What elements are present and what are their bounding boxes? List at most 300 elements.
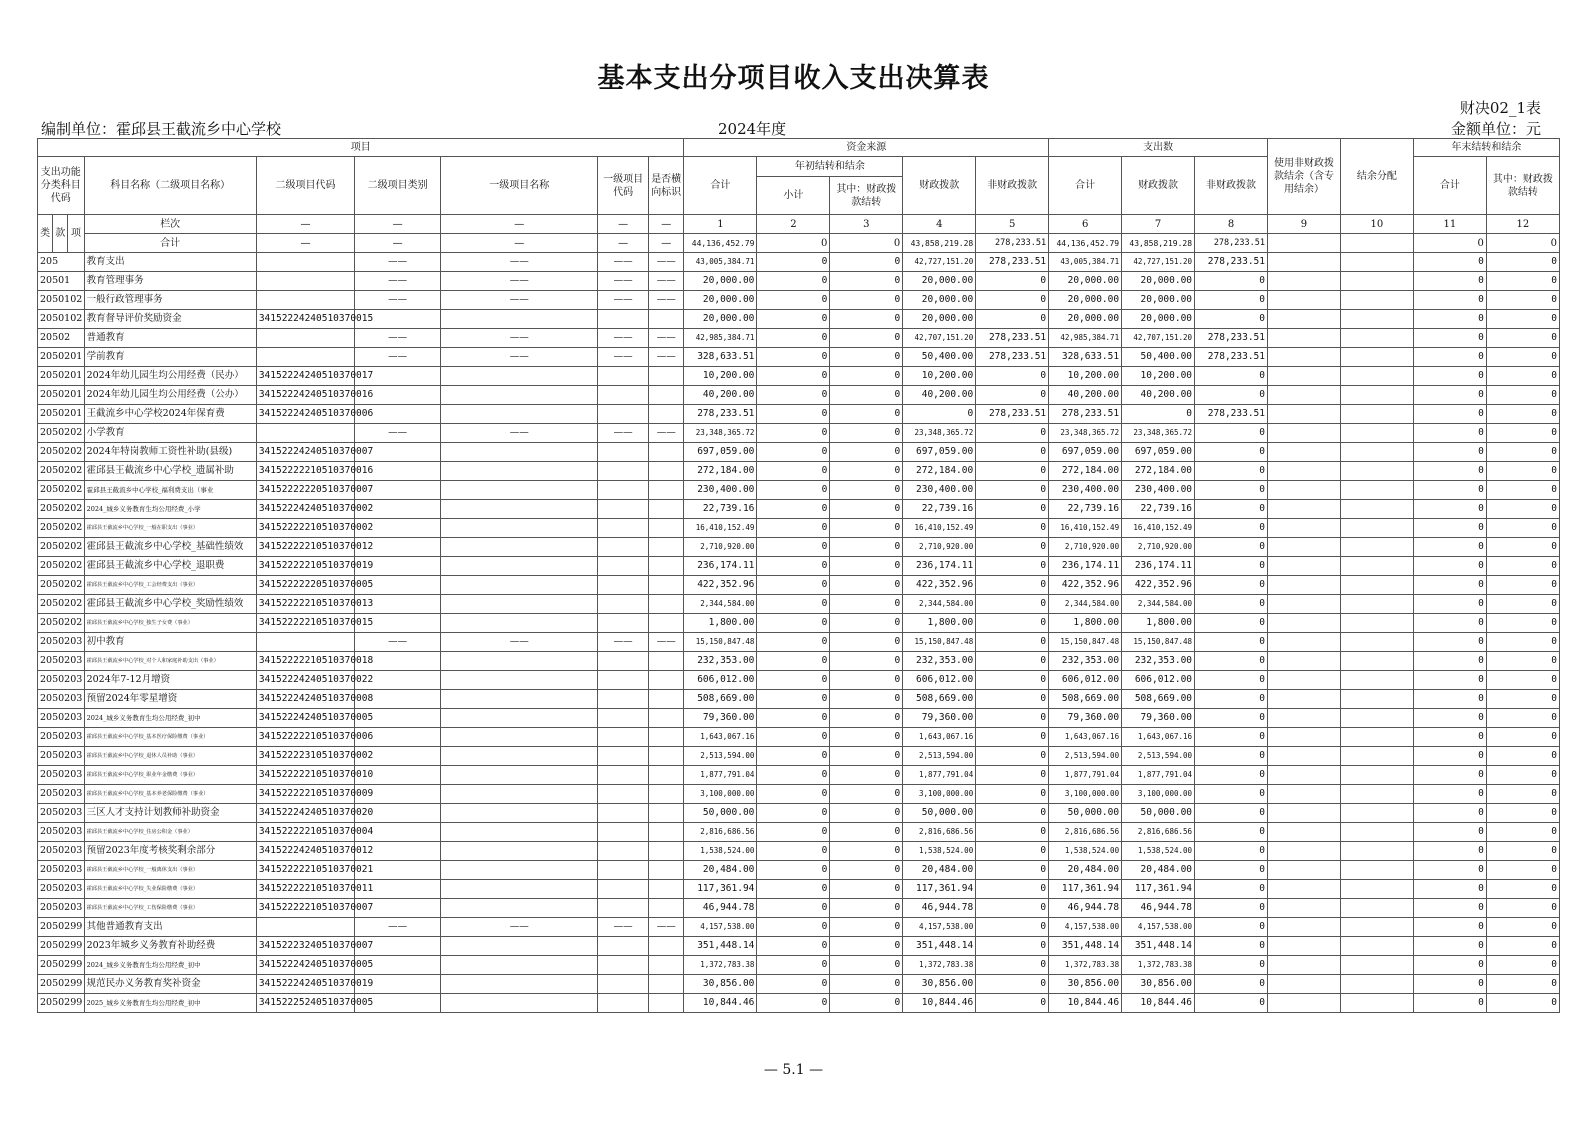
value-cell bbox=[1268, 747, 1341, 766]
value-cell: 0 bbox=[1413, 766, 1486, 785]
value-cell: 0 bbox=[1413, 804, 1486, 823]
value-cell bbox=[1340, 937, 1413, 956]
dash-cell: — bbox=[441, 215, 598, 234]
value-cell: 0 bbox=[1195, 785, 1268, 804]
value-cell: 23,348,365.72 bbox=[1049, 424, 1122, 443]
dash-cell: —— bbox=[441, 424, 598, 443]
func-code-cell: 2050203 bbox=[38, 861, 85, 880]
empty-cell bbox=[598, 519, 649, 538]
project-code-cell: 34152222210510370004 bbox=[256, 823, 354, 842]
value-cell: 0 bbox=[830, 956, 903, 975]
value-cell bbox=[1340, 538, 1413, 557]
report-year: 2024年度 bbox=[718, 120, 787, 138]
value-cell: 0 bbox=[976, 462, 1049, 481]
subject-name-cell: 预留2024年零星增资 bbox=[84, 690, 256, 709]
table-row bbox=[38, 690, 1560, 709]
dash-cell: —— bbox=[648, 633, 684, 652]
func-code-cell: 2050202 bbox=[38, 519, 85, 538]
value-cell: 1,643,067.16 bbox=[903, 728, 976, 747]
value-cell: 2,513,594.00 bbox=[1049, 747, 1122, 766]
value-cell: 328,633.51 bbox=[684, 348, 757, 367]
dash-cell: —— bbox=[598, 918, 649, 937]
subject-name-cell: 预留2023年度考核奖剩余部分 bbox=[84, 842, 256, 861]
value-cell: 0 bbox=[1413, 785, 1486, 804]
value-cell: 0 bbox=[1486, 595, 1559, 614]
empty-cell bbox=[441, 899, 598, 918]
value-cell: 0 bbox=[757, 633, 830, 652]
value-cell: 16,410,152.49 bbox=[684, 519, 757, 538]
value-cell: 3,100,000.00 bbox=[684, 785, 757, 804]
subject-name-cell: 2024年特岗教师工资性补助(县级) bbox=[84, 443, 256, 462]
value-cell: 278,233.51 bbox=[976, 253, 1049, 272]
value-cell bbox=[1340, 823, 1413, 842]
table-row bbox=[38, 367, 1560, 386]
value-cell: 0 bbox=[1195, 747, 1268, 766]
total-value: 0 bbox=[757, 234, 830, 253]
table-row bbox=[38, 329, 1560, 348]
empty-cell bbox=[598, 405, 649, 424]
value-cell: 422,352.96 bbox=[1049, 576, 1122, 595]
dash-cell: —— bbox=[598, 424, 649, 443]
value-cell: 0 bbox=[1413, 614, 1486, 633]
value-cell: 0 bbox=[1195, 842, 1268, 861]
table-row bbox=[38, 614, 1560, 633]
value-cell: 22,739.16 bbox=[1049, 500, 1122, 519]
value-cell: 2,513,594.00 bbox=[684, 747, 757, 766]
empty-cell bbox=[598, 804, 649, 823]
value-cell bbox=[1340, 899, 1413, 918]
value-cell bbox=[1268, 424, 1341, 443]
value-cell: 42,707,151.20 bbox=[903, 329, 976, 348]
value-cell: 0 bbox=[976, 994, 1049, 1013]
func-code-cell: 2050202 bbox=[38, 595, 85, 614]
value-cell: 0 bbox=[976, 937, 1049, 956]
value-cell: 50,000.00 bbox=[1122, 804, 1195, 823]
value-cell: 0 bbox=[1195, 614, 1268, 633]
func-code-cell: 2050102 bbox=[38, 310, 85, 329]
value-cell: 2,513,594.00 bbox=[903, 747, 976, 766]
value-cell bbox=[1268, 519, 1341, 538]
value-cell bbox=[1268, 785, 1341, 804]
value-cell: 232,353.00 bbox=[903, 652, 976, 671]
value-cell: 0 bbox=[1486, 481, 1559, 500]
value-cell: 351,448.14 bbox=[1122, 937, 1195, 956]
value-cell: 0 bbox=[1486, 994, 1559, 1013]
project-code-cell bbox=[256, 329, 354, 348]
table-row bbox=[38, 310, 1560, 329]
value-cell: 2,816,686.56 bbox=[903, 823, 976, 842]
value-cell: 15,150,847.48 bbox=[1122, 633, 1195, 652]
value-cell: 50,000.00 bbox=[1049, 804, 1122, 823]
empty-cell bbox=[648, 956, 684, 975]
func-code-cell: 2050203 bbox=[38, 880, 85, 899]
subject-name-cell: 霍邱县王截流乡中心学校_一般在职支出（事业） bbox=[84, 519, 256, 538]
dash-cell: —— bbox=[441, 633, 598, 652]
empty-cell bbox=[441, 880, 598, 899]
value-cell: 0 bbox=[830, 481, 903, 500]
value-cell: 0 bbox=[757, 519, 830, 538]
header-distribution: 结余分配 bbox=[1340, 139, 1413, 215]
value-cell: 0 bbox=[1486, 253, 1559, 272]
value-cell: 0 bbox=[1195, 880, 1268, 899]
func-code-cell: 2050202 bbox=[38, 481, 85, 500]
empty-cell bbox=[598, 595, 649, 614]
empty-cell bbox=[648, 842, 684, 861]
value-cell: 79,360.00 bbox=[684, 709, 757, 728]
value-cell: 0 bbox=[1486, 538, 1559, 557]
func-code-cell: 2050299 bbox=[38, 975, 85, 994]
dash-cell: —— bbox=[441, 272, 598, 291]
subject-name-cell: 学前教育 bbox=[84, 348, 256, 367]
value-cell: 40,200.00 bbox=[903, 386, 976, 405]
project-code-cell bbox=[256, 272, 354, 291]
value-cell: 0 bbox=[976, 272, 1049, 291]
value-cell: 508,669.00 bbox=[903, 690, 976, 709]
total-value: 0 bbox=[1413, 234, 1486, 253]
col-number: 6 bbox=[1049, 215, 1122, 234]
value-cell: 117,361.94 bbox=[684, 880, 757, 899]
empty-cell bbox=[648, 576, 684, 595]
value-cell: 606,012.00 bbox=[903, 671, 976, 690]
header-subtotal: 小计 bbox=[757, 177, 830, 215]
value-cell: 0 bbox=[976, 595, 1049, 614]
value-cell bbox=[1268, 956, 1341, 975]
value-cell: 328,633.51 bbox=[1049, 348, 1122, 367]
value-cell: 236,174.11 bbox=[1122, 557, 1195, 576]
value-cell: 278,233.51 bbox=[684, 405, 757, 424]
col-number: 12 bbox=[1486, 215, 1559, 234]
value-cell: 0 bbox=[1486, 880, 1559, 899]
empty-cell bbox=[598, 728, 649, 747]
total-value: 44,136,452.79 bbox=[1049, 234, 1122, 253]
value-cell: 0 bbox=[976, 538, 1049, 557]
dash-cell: —— bbox=[648, 424, 684, 443]
value-cell bbox=[1340, 804, 1413, 823]
value-cell bbox=[1340, 424, 1413, 443]
header-func-code: 支出功能分类科目代码 bbox=[38, 157, 85, 215]
value-cell: 0 bbox=[1486, 652, 1559, 671]
value-cell: 0 bbox=[1486, 747, 1559, 766]
value-cell: 0 bbox=[830, 462, 903, 481]
value-cell: 0 bbox=[976, 614, 1049, 633]
empty-cell bbox=[598, 386, 649, 405]
subject-name-cell: 2024年幼儿园生均公用经费（公办） bbox=[84, 386, 256, 405]
dash-cell: —— bbox=[355, 424, 441, 443]
value-cell: 0 bbox=[976, 785, 1049, 804]
empty-cell bbox=[648, 500, 684, 519]
table-row bbox=[38, 291, 1560, 310]
value-cell bbox=[1340, 633, 1413, 652]
empty-cell bbox=[441, 766, 598, 785]
value-cell: 1,877,791.04 bbox=[903, 766, 976, 785]
empty-cell bbox=[441, 443, 598, 462]
value-cell bbox=[1340, 329, 1413, 348]
value-cell: 79,360.00 bbox=[1122, 709, 1195, 728]
project-code-cell: 34152222220510370007 bbox=[256, 481, 354, 500]
value-cell: 40,200.00 bbox=[684, 386, 757, 405]
value-cell bbox=[1268, 538, 1341, 557]
value-cell: 79,360.00 bbox=[903, 709, 976, 728]
empty-cell bbox=[441, 937, 598, 956]
value-cell: 0 bbox=[1413, 842, 1486, 861]
value-cell bbox=[1268, 690, 1341, 709]
value-cell bbox=[1340, 671, 1413, 690]
value-cell bbox=[1268, 291, 1341, 310]
empty-cell bbox=[648, 937, 684, 956]
total-value: 43,858,219.28 bbox=[1122, 234, 1195, 253]
subject-name-cell: 霍邱县王截流乡中心学校_基础性绩效 bbox=[84, 538, 256, 557]
total-value: 43,858,219.28 bbox=[903, 234, 976, 253]
empty-cell bbox=[441, 481, 598, 500]
value-cell: 20,000.00 bbox=[1049, 272, 1122, 291]
value-cell bbox=[1340, 785, 1413, 804]
value-cell bbox=[1268, 310, 1341, 329]
value-cell: 43,005,384.71 bbox=[1049, 253, 1122, 272]
value-cell: 230,400.00 bbox=[1049, 481, 1122, 500]
value-cell: 0 bbox=[1486, 329, 1559, 348]
project-code-cell bbox=[256, 253, 354, 272]
table-row bbox=[38, 842, 1560, 861]
empty-cell bbox=[441, 842, 598, 861]
value-cell: 20,000.00 bbox=[1049, 310, 1122, 329]
project-code-cell: 34152222210510370013 bbox=[256, 595, 354, 614]
subject-name-cell: 2023年城乡义务教育补助经费 bbox=[84, 937, 256, 956]
value-cell: 0 bbox=[976, 823, 1049, 842]
value-cell: 0 bbox=[1413, 519, 1486, 538]
col-number: 9 bbox=[1268, 215, 1341, 234]
value-cell: 0 bbox=[1486, 861, 1559, 880]
empty-cell bbox=[598, 557, 649, 576]
project-code-cell: 34152224240510370022 bbox=[256, 671, 354, 690]
value-cell: 10,200.00 bbox=[903, 367, 976, 386]
empty-cell bbox=[441, 462, 598, 481]
value-cell: 20,000.00 bbox=[1122, 291, 1195, 310]
empty-cell bbox=[441, 310, 598, 329]
value-cell: 278,233.51 bbox=[1195, 405, 1268, 424]
dash-cell: —— bbox=[598, 633, 649, 652]
dash-cell: —— bbox=[441, 253, 598, 272]
value-cell bbox=[1268, 443, 1341, 462]
page-number: — 5.1 — bbox=[763, 1062, 824, 1078]
value-cell: 278,233.51 bbox=[1195, 348, 1268, 367]
dash-cell: — bbox=[256, 215, 354, 234]
func-code-cell: 2050299 bbox=[38, 918, 85, 937]
value-cell: 0 bbox=[976, 519, 1049, 538]
value-cell: 0 bbox=[830, 310, 903, 329]
value-cell bbox=[1268, 880, 1341, 899]
func-code-cell: 2050201 bbox=[38, 367, 85, 386]
empty-cell bbox=[441, 538, 598, 557]
value-cell: 20,000.00 bbox=[684, 272, 757, 291]
value-cell: 0 bbox=[976, 918, 1049, 937]
table-row bbox=[38, 500, 1560, 519]
total-value: 0 bbox=[830, 234, 903, 253]
table-row bbox=[38, 880, 1560, 899]
func-code-cell: 2050202 bbox=[38, 538, 85, 557]
func-code-cell: 20501 bbox=[38, 272, 85, 291]
value-cell bbox=[1340, 595, 1413, 614]
value-cell: 606,012.00 bbox=[1049, 671, 1122, 690]
empty-cell bbox=[598, 956, 649, 975]
value-cell: 2,344,584.00 bbox=[1049, 595, 1122, 614]
project-code-cell: 34152222210510370012 bbox=[256, 538, 354, 557]
header-l2-code: 二级项目代码 bbox=[256, 157, 354, 215]
table-row bbox=[38, 956, 1560, 975]
value-cell: 0 bbox=[1195, 557, 1268, 576]
table-body bbox=[38, 253, 1560, 1013]
header-fiscal-carry: 其中：财政拨款结转 bbox=[830, 177, 903, 215]
column-label: 栏次 bbox=[84, 215, 256, 234]
empty-cell bbox=[441, 576, 598, 595]
value-cell: 4,157,538.00 bbox=[903, 918, 976, 937]
value-cell: 2,710,920.00 bbox=[903, 538, 976, 557]
value-cell: 42,707,151.20 bbox=[1122, 329, 1195, 348]
value-cell: 0 bbox=[1413, 253, 1486, 272]
table-row bbox=[38, 918, 1560, 937]
value-cell: 0 bbox=[1195, 538, 1268, 557]
empty-cell bbox=[441, 519, 598, 538]
value-cell: 0 bbox=[1195, 310, 1268, 329]
value-cell: 0 bbox=[1413, 291, 1486, 310]
value-cell: 3,100,000.00 bbox=[1122, 785, 1195, 804]
subject-name-cell: 教育支出 bbox=[84, 253, 256, 272]
empty-cell bbox=[598, 443, 649, 462]
project-code-cell: 34152222220510370005 bbox=[256, 576, 354, 595]
value-cell: 0 bbox=[1486, 576, 1559, 595]
value-cell bbox=[1268, 253, 1341, 272]
subject-name-cell: 一般行政管理事务 bbox=[84, 291, 256, 310]
dash-cell: —— bbox=[441, 918, 598, 937]
func-code-cell: 2050203 bbox=[38, 633, 85, 652]
func-code-cell: 2050202 bbox=[38, 576, 85, 595]
project-code-cell bbox=[256, 918, 354, 937]
value-cell: 0 bbox=[1195, 652, 1268, 671]
value-cell: 0 bbox=[830, 386, 903, 405]
empty-cell bbox=[648, 386, 684, 405]
value-cell: 0 bbox=[830, 975, 903, 994]
subject-name-cell: 霍邱县王截流乡中心学校_一般离休支出（事业） bbox=[84, 861, 256, 880]
value-cell: 0 bbox=[1195, 481, 1268, 500]
subject-name-cell: 霍邱县王截流乡中心学校_福利费支出（事业 bbox=[84, 481, 256, 500]
dash-cell: — bbox=[441, 234, 598, 253]
value-cell: 0 bbox=[976, 766, 1049, 785]
value-cell bbox=[1268, 405, 1341, 424]
empty-cell bbox=[598, 747, 649, 766]
value-cell: 278,233.51 bbox=[1195, 253, 1268, 272]
value-cell: 272,184.00 bbox=[684, 462, 757, 481]
value-cell: 278,233.51 bbox=[976, 405, 1049, 424]
value-cell: 15,150,847.48 bbox=[903, 633, 976, 652]
value-cell bbox=[1340, 253, 1413, 272]
dash-cell: —— bbox=[355, 633, 441, 652]
table-row bbox=[38, 709, 1560, 728]
value-cell: 0 bbox=[757, 671, 830, 690]
header-kuan: 款 bbox=[53, 215, 68, 253]
value-cell bbox=[1268, 994, 1341, 1013]
value-cell: 0 bbox=[1486, 956, 1559, 975]
func-code-cell: 2050202 bbox=[38, 424, 85, 443]
dash-cell: —— bbox=[598, 329, 649, 348]
value-cell: 0 bbox=[830, 709, 903, 728]
value-cell bbox=[1340, 918, 1413, 937]
value-cell: 0 bbox=[1413, 861, 1486, 880]
empty-cell bbox=[598, 310, 649, 329]
value-cell bbox=[1340, 386, 1413, 405]
dash-cell: —— bbox=[355, 348, 441, 367]
value-cell: 0 bbox=[757, 937, 830, 956]
value-cell: 0 bbox=[1413, 538, 1486, 557]
value-cell: 0 bbox=[1486, 386, 1559, 405]
value-cell bbox=[1340, 975, 1413, 994]
subject-name-cell: 小学教育 bbox=[84, 424, 256, 443]
value-cell: 0 bbox=[976, 633, 1049, 652]
func-code-cell: 205 bbox=[38, 253, 85, 272]
value-cell: 236,174.11 bbox=[1049, 557, 1122, 576]
table-row bbox=[38, 557, 1560, 576]
table-row bbox=[38, 652, 1560, 671]
value-cell: 0 bbox=[757, 652, 830, 671]
project-code-cell: 34152224240510370002 bbox=[256, 500, 354, 519]
value-cell: 0 bbox=[757, 329, 830, 348]
value-cell bbox=[1268, 652, 1341, 671]
empty-cell bbox=[648, 690, 684, 709]
value-cell: 0 bbox=[830, 937, 903, 956]
value-cell: 10,200.00 bbox=[684, 367, 757, 386]
value-cell: 0 bbox=[757, 424, 830, 443]
col-number: 10 bbox=[1340, 215, 1413, 234]
value-cell: 0 bbox=[830, 595, 903, 614]
value-cell: 0 bbox=[1486, 823, 1559, 842]
value-cell bbox=[1268, 709, 1341, 728]
value-cell: 0 bbox=[757, 348, 830, 367]
value-cell bbox=[1268, 614, 1341, 633]
func-code-cell: 2050201 bbox=[38, 386, 85, 405]
project-code-cell: 34152225240510370005 bbox=[256, 994, 354, 1013]
table-row bbox=[38, 747, 1560, 766]
empty-cell bbox=[441, 861, 598, 880]
value-cell: 0 bbox=[830, 690, 903, 709]
value-cell: 0 bbox=[1486, 709, 1559, 728]
empty-cell bbox=[441, 804, 598, 823]
value-cell bbox=[1340, 348, 1413, 367]
subject-name-cell: 霍邱县王截流乡中心学校_工会经费支出（事业） bbox=[84, 576, 256, 595]
value-cell: 0 bbox=[1486, 272, 1559, 291]
func-code-cell: 2050203 bbox=[38, 709, 85, 728]
value-cell: 3,100,000.00 bbox=[903, 785, 976, 804]
value-cell: 697,059.00 bbox=[903, 443, 976, 462]
empty-cell bbox=[441, 386, 598, 405]
empty-cell bbox=[441, 595, 598, 614]
value-cell: 0 bbox=[1195, 291, 1268, 310]
dash-cell: — bbox=[355, 234, 441, 253]
value-cell bbox=[1340, 405, 1413, 424]
value-cell bbox=[1340, 443, 1413, 462]
empty-cell bbox=[441, 709, 598, 728]
value-cell: 23,348,365.72 bbox=[903, 424, 976, 443]
func-code-cell: 2050203 bbox=[38, 899, 85, 918]
empty-cell bbox=[441, 785, 598, 804]
table-row bbox=[38, 481, 1560, 500]
subject-name-cell: 2025_城乡义务教育生均公用经费_初中 bbox=[84, 994, 256, 1013]
empty-cell bbox=[598, 709, 649, 728]
value-cell: 1,538,524.00 bbox=[684, 842, 757, 861]
header-xiang: 项 bbox=[68, 215, 84, 253]
value-cell bbox=[1268, 842, 1341, 861]
value-cell: 0 bbox=[976, 424, 1049, 443]
value-cell: 2,816,686.56 bbox=[684, 823, 757, 842]
value-cell: 0 bbox=[1195, 899, 1268, 918]
value-cell: 0 bbox=[757, 709, 830, 728]
